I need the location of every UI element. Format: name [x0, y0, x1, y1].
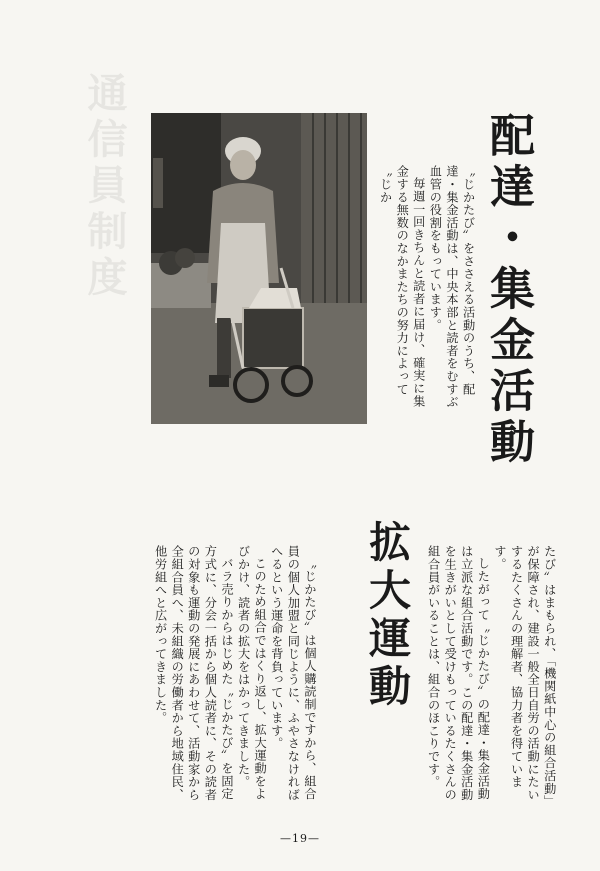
section2-paragraph: 〝じかたび〟は個人購読制ですから、組合員の個人加盟と同じように、ふやさなければへるという運命を背負っています。	[269, 545, 317, 801]
watermark-heading: 通信員制度	[81, 72, 128, 302]
section1-continued-body	[425, 545, 558, 805]
photo-illustration	[151, 113, 367, 424]
section1-title: 配達・集金活動	[482, 112, 535, 469]
page-number: —19—	[280, 832, 320, 845]
photograph	[151, 113, 367, 424]
section1-paragraph: したがって〝じかたび〟の配達・集金活動は立派な組合活動です。この配達・集金活動を生きがいとして受けもっているたくさんの組合員がいることは、組合のほこりです。	[426, 545, 491, 801]
section2-title: 拡大運動	[363, 520, 412, 712]
section1-body	[377, 165, 477, 420]
section1-paragraph: 毎週一回きちんと読者に届け、確実に集金する無数のなかまたちの努力によって〝じか	[378, 165, 426, 408]
section1-paragraph: 〝じかたび〟をささえる活動のうち、配達・集金活動は、中央本部と読者をむすぶ血管の役割をもっています。	[428, 165, 476, 409]
section1-paragraph: たび〟はまもられ、「機関紙中心の組合活動」が保障され、建設一般全日自労の活動にたいするたくさんの理解者、協力者を得ています。	[492, 545, 557, 802]
section2-body	[152, 545, 318, 807]
section2-paragraph: バラ売りからはじめた〝じかたび〟を固定方式に、分会一括から個人読者に、その読者の対象も運動の発展にあわせて、活動家から全組合員へ、未組織の労働者から地域住民、他労組へと広がってきました。	[153, 545, 234, 801]
section2-paragraph: このため組合ではくり返し、拡大運動をよびかけ、読者の拡大をはかってきました。	[236, 545, 268, 801]
